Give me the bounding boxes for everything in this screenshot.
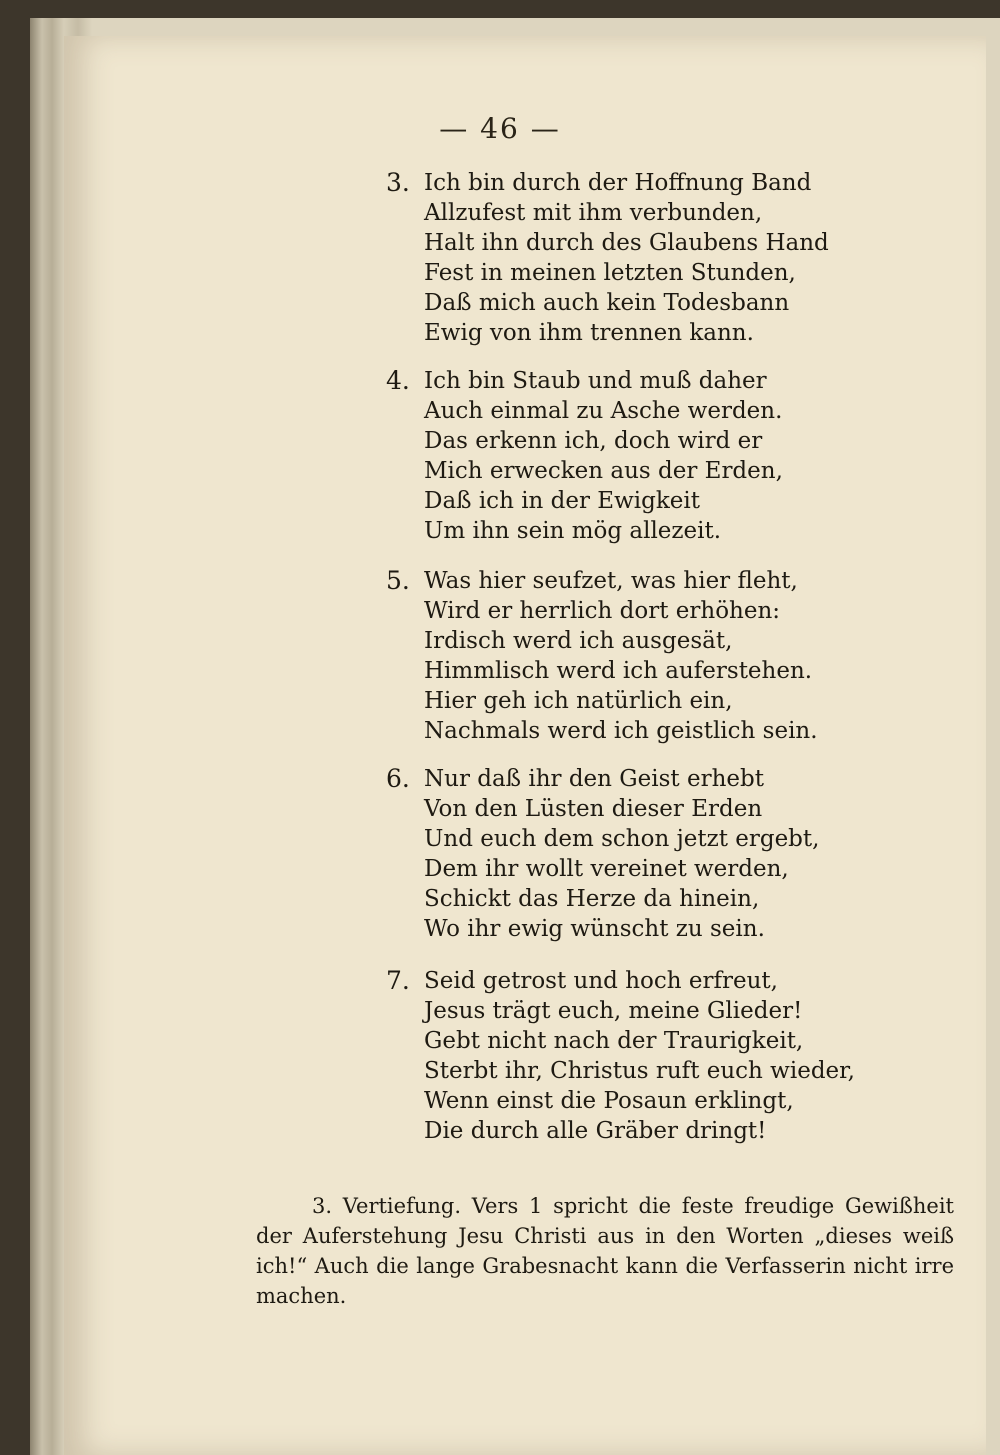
stanza-number: 5. [386,566,410,595]
verse-line: Nur daß ihr den Geist erhebt [424,766,764,792]
verse-line: Himmlisch werd ich auferstehen. [424,658,813,684]
verse-line: Nachmals werd ich geistlich sein. [424,718,818,744]
stanza-number: 7. [386,966,410,995]
verse-line: Ich bin durch der Hoffnung Band [424,170,812,196]
verse-line: Auch einmal zu Asche werden. [424,398,783,424]
verse-line: Das erkenn ich, doch wird er [424,428,763,454]
verse-line: Daß mich auch kein Todesbann [424,290,790,316]
page-number: — 46 — [439,112,561,145]
verse-line: Mich erwecken aus der Erden, [424,458,783,484]
verse-line: Die durch alle Gräber dringt! [424,1118,767,1144]
stanza-number: 4. [386,366,410,395]
verse-line: Allzufest mit ihm verbunden, [424,200,763,226]
verse-line: Jesus trägt euch, meine Glieder! [424,998,803,1024]
verse-line: Wenn einst die Posaun erklingt, [424,1088,794,1114]
verse-line: Von den Lüsten dieser Erden [424,796,763,822]
stanza-number: 6. [386,764,410,793]
verse-line: Ich bin Staub und muß daher [424,368,767,394]
verse-line: Schickt das Herze da hinein, [424,886,760,912]
verse-line: Daß ich in der Ewigkeit [424,488,701,514]
verse-line: Und euch dem schon jetzt ergebt, [424,826,820,852]
verse-line: Um ihn sein mög allezeit. [424,518,722,544]
verse-line: Irdisch werd ich ausgesät, [424,628,733,654]
verse-line: Ewig von ihm trennen kann. [424,320,754,346]
verse-line: Seid getrost und hoch erfreut, [424,968,778,994]
verse-line: Dem ihr wollt vereinet werden, [424,856,789,882]
verse-line: Fest in meinen letzten Stunden, [424,260,796,286]
commentary-paragraph: 3. Vertiefung. Vers 1 spricht die feste freudige Gewißheit der Auferstehung Jesu Christi aus in den Worten „dieses weiß ich!“ Auch die lange Grabesnacht kann die Verfasserin nicht irre machen. [256,1194,954,1308]
verse-line: Gebt nicht nach der Traurigkeit, [424,1028,804,1054]
verse-line: Halt ihn durch des Glaubens Hand [424,230,829,256]
verse-line: Wird er herrlich dort erhöhen: [424,598,781,624]
verse-line: Was hier seufzet, was hier fleht, [424,568,798,594]
verse-line: Sterbt ihr, Christus ruft euch wieder, [424,1058,855,1084]
verse-line: Wo ihr ewig wünscht zu sein. [424,916,765,942]
stanza-number: 3. [386,168,410,197]
verse-line: Hier geh ich natürlich ein, [424,688,733,714]
